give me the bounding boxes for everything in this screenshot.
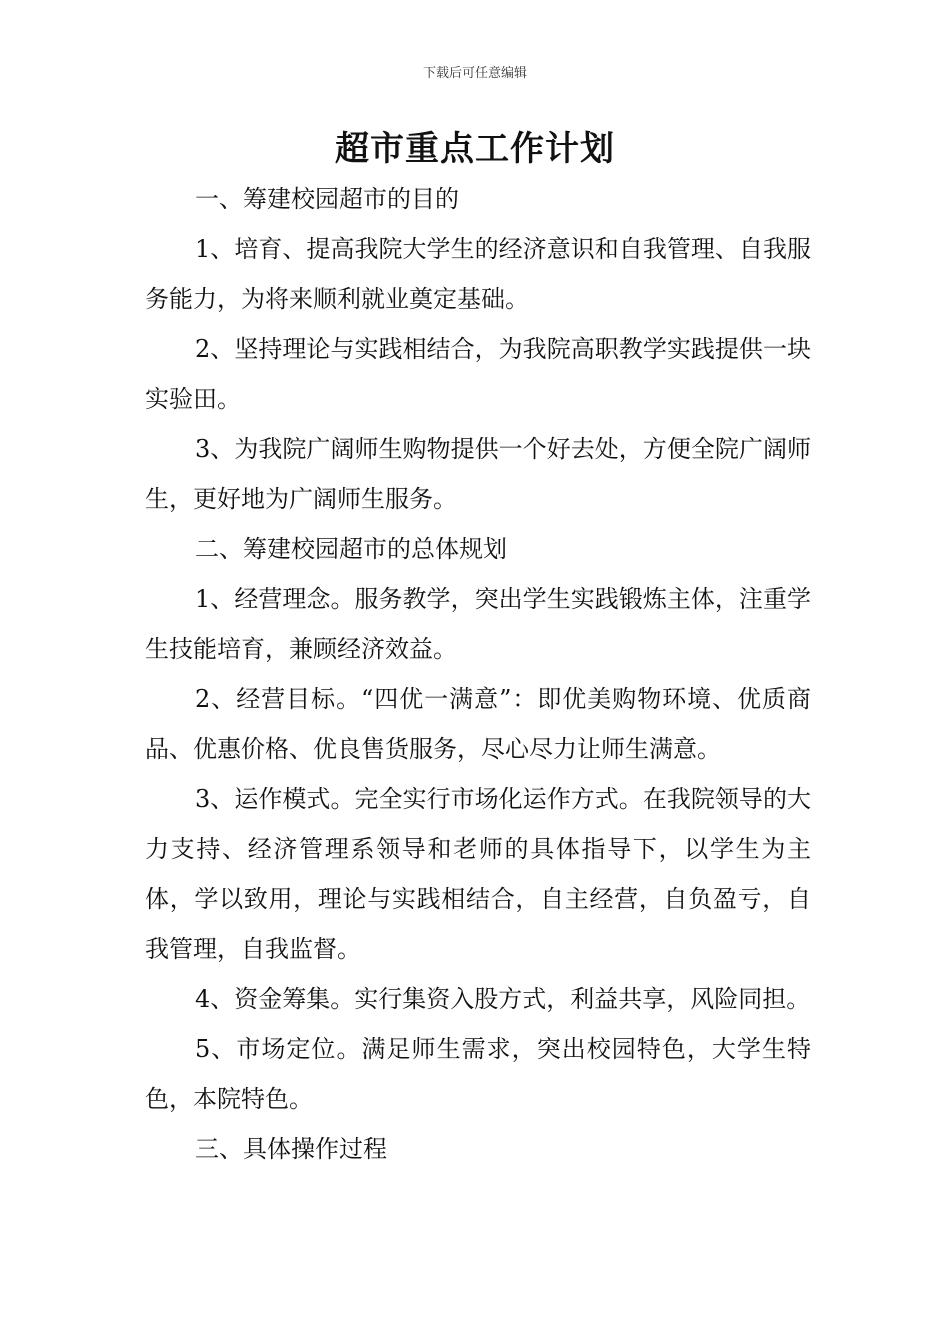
paragraph: 1、培育、提高我院大学生的经济意识和自我管理、自我服务能力，为将来顺利就业奠定基础。 (145, 235, 811, 313)
section-heading-1: 一、筹建校园超市的目的 (195, 185, 459, 213)
paragraph: 2、经营目标。“四优一满意”：即优美购物环境、优质商品、优惠价格、优良售货服务，尽心尽力让师生满意。 (145, 685, 811, 763)
document-title: 超市重点工作计划 (335, 129, 615, 169)
paragraph: 5、市场定位。满足师生需求，突出校园特色，大学生特色，本院特色。 (145, 1035, 811, 1113)
paragraph: 1、经营理念。服务教学，突出学生实践锻炼主体，注重学生技能培育，兼顾经济效益。 (145, 585, 811, 663)
document-body (145, 174, 811, 1174)
paragraph: 3、运作模式。完全实行市场化运作方式。在我院领导的大力支持、经济管理系领导和老师的具体指导下，以学生为主体，学以致用，理论与实践相结合，自主经营，自负盈亏，自我管理，自我监督。 (145, 785, 811, 963)
paragraph: 2、坚持理论与实践相结合，为我院高职教学实践提供一块实验田。 (145, 335, 811, 413)
header-note: 下载后可任意编辑 (422, 66, 527, 81)
section-heading-2: 二、筹建校园超市的总体规划 (195, 535, 507, 563)
section-heading-3: 三、具体操作过程 (195, 1135, 387, 1163)
paragraph: 3、为我院广阔师生购物提供一个好去处，方便全院广阔师生，更好地为广阔师生服务。 (145, 435, 811, 513)
paragraph: 4、资金筹集。实行集资入股方式，利益共享，风险同担。 (195, 985, 811, 1013)
